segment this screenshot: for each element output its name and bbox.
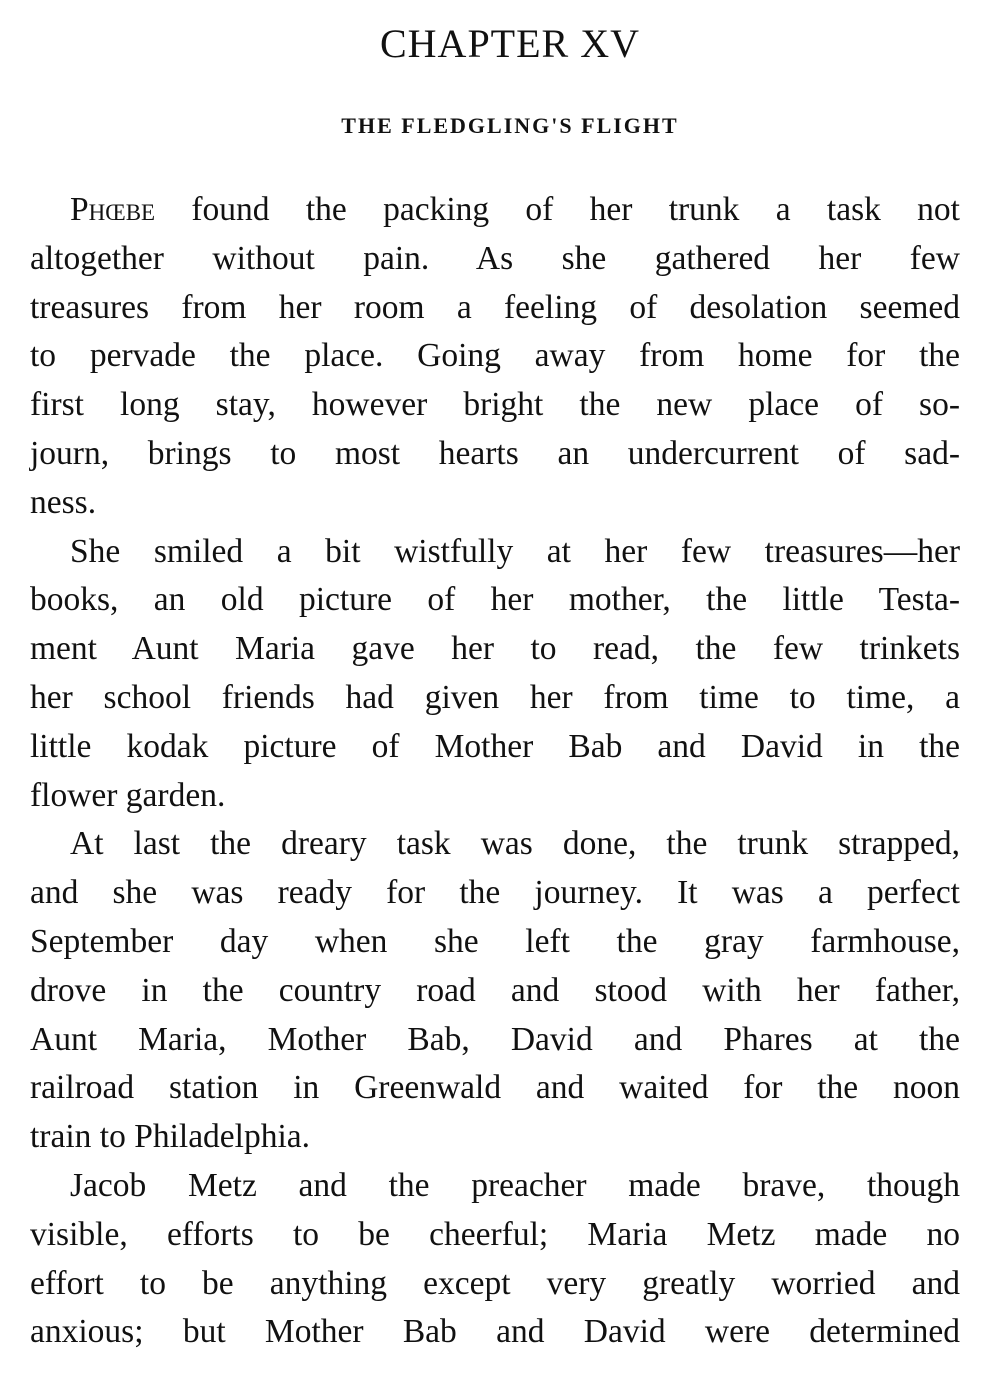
text-line: railroad station in Greenwald and waited for the noon <box>30 1069 960 1107</box>
text-line: treasures from her room a feeling of desolation seemed <box>30 288 960 326</box>
chapter-heading: CHAPTER XV <box>379 21 641 66</box>
text-line: journ, brings to most hearts an undercurrent of sad- <box>30 434 960 472</box>
text-line: her school friends had given her from time to time, a <box>30 678 960 716</box>
text-line: Aunt Maria, Mother Bab, David and Phares at the <box>30 1020 960 1058</box>
text-line: ness. <box>30 483 97 521</box>
text-line: to pervade the place. Going away from home for the <box>30 337 960 375</box>
text-line: effort to be anything except very greatly worried and <box>30 1264 960 1302</box>
text-line-content: found the packing of her trunk a task not <box>155 191 960 228</box>
chapter-subtitle: THE FLEDGLING'S FLIGHT <box>341 113 679 138</box>
text-line <box>30 186 960 235</box>
text-line: ment Aunt Maria gave her to read, the few trinkets <box>30 630 960 668</box>
text-line: At last the dreary task was done, the trunk strapped, <box>70 825 960 863</box>
text-line: books, an old picture of her mother, the little Testa- <box>30 581 960 619</box>
text-line: first long stay, however bright the new place of so- <box>30 386 960 424</box>
text-line: anxious; but Mother Bab and David were determined <box>30 1313 960 1351</box>
text-line: September day when she left the gray farmhouse, <box>30 922 960 960</box>
text-line: flower garden. <box>30 776 226 814</box>
text-line: and she was ready for the journey. It was a perfect <box>30 874 960 912</box>
book-page <box>30 0 960 1381</box>
text-line: train to Philadelphia. <box>30 1118 311 1156</box>
chapter-body <box>30 186 960 1357</box>
drop-word: Phœbe <box>70 191 156 228</box>
text-line: drove in the country road and stood with her father, <box>30 971 960 1009</box>
text-line: visible, efforts to be cheerful; Maria Metz made no <box>30 1215 960 1253</box>
text-line: little kodak picture of Mother Bab and David in the <box>30 727 960 765</box>
text-line: She smiled a bit wistfully at her few treasures—her <box>70 532 960 570</box>
text-line: Jacob Metz and the preacher made brave, though <box>70 1166 960 1204</box>
text-line: altogether without pain. As she gathered her few <box>30 239 960 277</box>
